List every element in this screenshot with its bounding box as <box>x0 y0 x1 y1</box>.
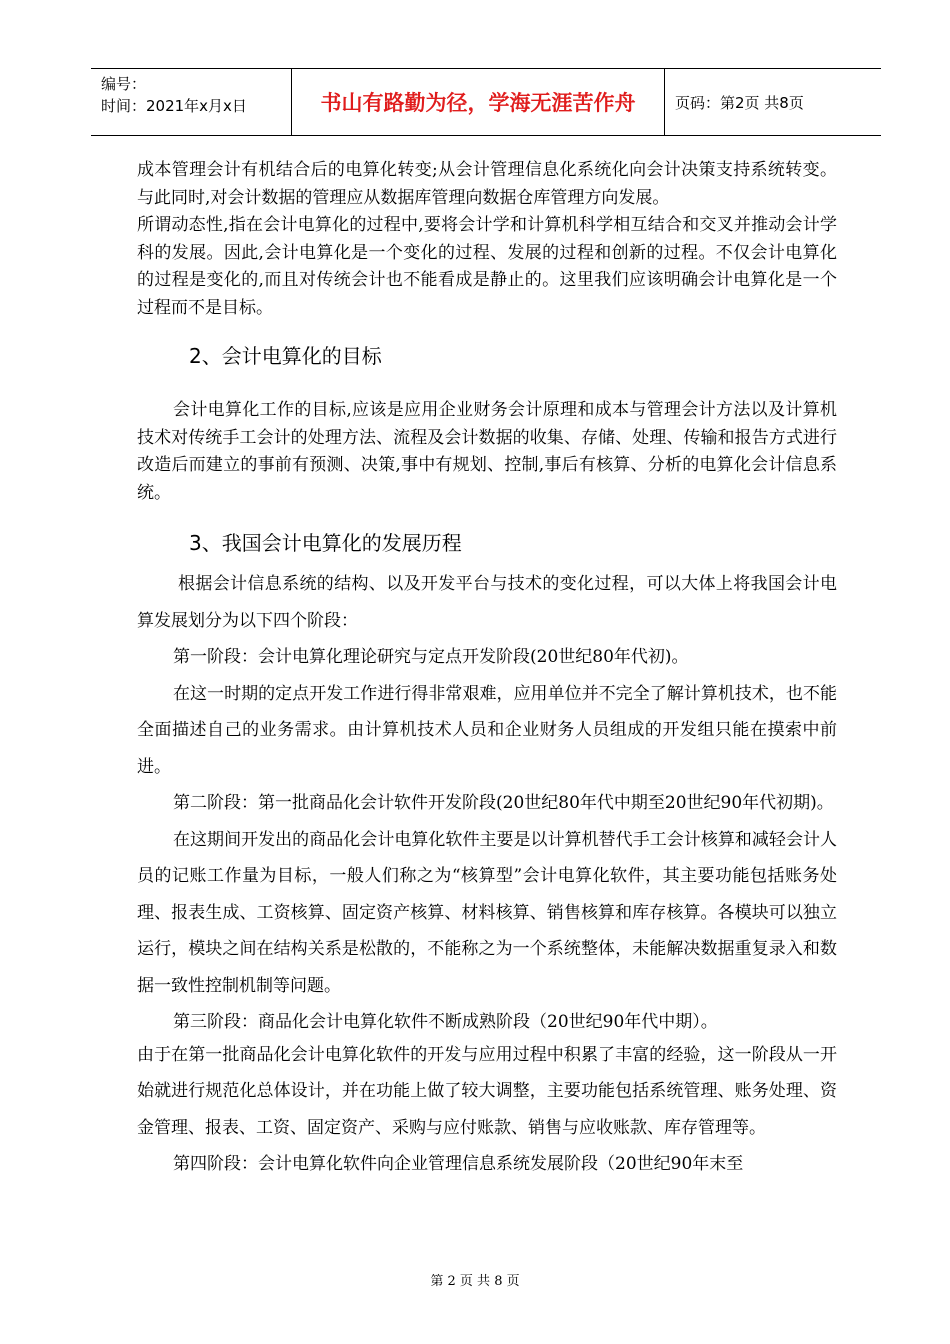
paragraph: 第二阶段：第一批商品化会计软件开发阶段(20世纪80年代中期至20世纪90年代初期)。 <box>173 793 834 813</box>
page-header <box>91 68 881 136</box>
header-meta <box>91 69 292 135</box>
header-page-info: 页码：第2页 共8页 <box>675 93 804 112</box>
paragraph: 在这一时期的定点开发工作进行得非常艰难，应用单位并不完全了解计算机技术，也不能全面描述自己的业务需求。由计算机技术人员和企业财务人员组成的开发组只能在摸索中前进。 <box>137 683 837 777</box>
number-label: 编号： <box>101 75 147 93</box>
time-label: 时间：2021年x月x日 <box>101 97 247 115</box>
section-heading-2: 2、会计电算化的目标 <box>189 344 382 368</box>
document-body <box>137 157 837 1183</box>
header-motto: 书山有路勤为径，学海无涯苦作舟 <box>292 69 665 135</box>
paragraph: 第三阶段：商品化会计电算化软件不断成熟阶段（20世纪90年代中期）。 <box>173 1012 718 1032</box>
page-footer: 第 2 页 共 8 页 <box>430 1274 520 1289</box>
section-heading-3: 3、我国会计电算化的发展历程 <box>189 531 462 555</box>
paragraph: 所谓动态性,指在会计电算化的过程中,要将会计学和计算机科学相互结合和交叉并推动会计学科的发展。因此,会计电算化是一个变化的过程、发展的过程和创新的过程。不仅会计电算化的过程是变化的,而且对传统会计也不能看成是静止的。这里我们应该明确会计电算化是一个过程而不是目标。 <box>137 215 837 318</box>
paragraph: 第四阶段：会计电算化软件向企业管理信息系统发展阶段（20世纪90年末至 <box>173 1154 744 1174</box>
paragraph: 根据会计信息系统的结构、以及开发平台与技术的变化过程，可以大体上将我国会计电算发展划分为以下四个阶段： <box>137 574 837 631</box>
paragraph: 由于在第一批商品化会计电算化软件的开发与应用过程中积累了丰富的经验，这一阶段从一开始就进行规范化总体设计，并在功能上做了较大调整，主要功能包括系统管理、账务处理、资金管理、报表、工资、固定资产、采购与应付账款、销售与应收账款、库存管理等。 <box>137 1044 837 1138</box>
paragraph: 成本管理会计有机结合后的电算化转变;从会计管理信息化系统化向会计决策支持系统转变。与此同时,对会计数据的管理应从数据库管理向数据仓库管理方向发展。 <box>137 160 837 208</box>
paragraph: 在这期间开发出的商品化会计电算化软件主要是以计算机替代手工会计核算和减轻会计人员的记账工作量为目标，一般人们称之为“核算型”会计电算化软件，其主要功能包括账务处理、报表生成、工资核算、固定资产核算、材料核算、销售核算和库存核算。各模块可以独立运行，模块之间在结构关系是松散的，不能称之为一个系统整体，未能解决数据重复录入和数据一致性控制机制等问题。 <box>137 829 837 996</box>
paragraph: 会计电算化工作的目标,应该是应用企业财务会计原理和成本与管理会计方法以及计算机技术对传统手工会计的处理方法、流程及会计数据的收集、存储、处理、传输和报告方式进行改造后而建立的事前有预测、决策,事中有规划、控制,事后有核算、分析的电算化会计信息系统。 <box>137 400 837 503</box>
paragraph: 第一阶段：会计电算化理论研究与定点开发阶段(20世纪80年代初)。 <box>173 647 689 667</box>
